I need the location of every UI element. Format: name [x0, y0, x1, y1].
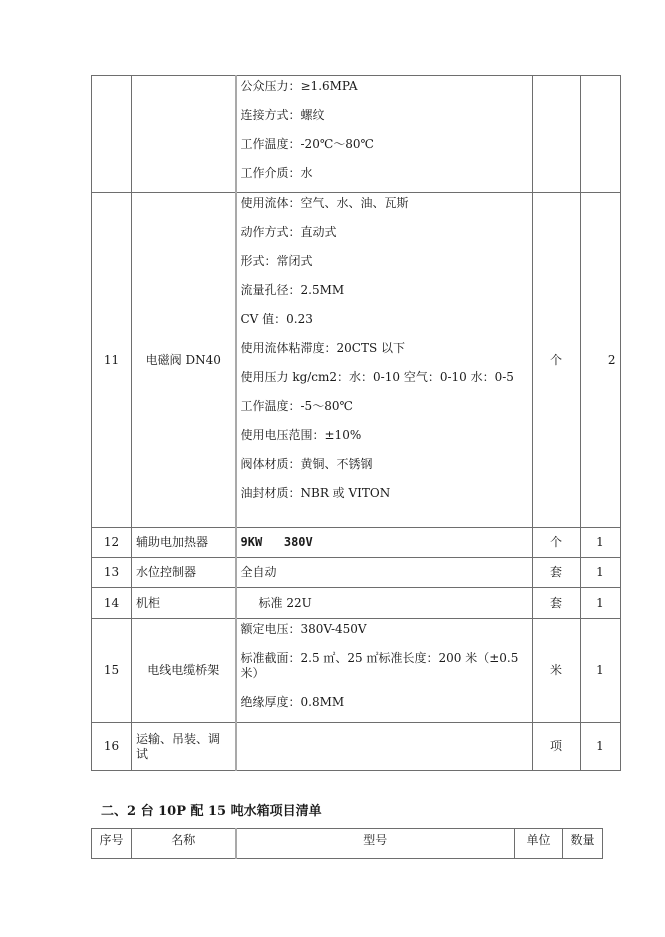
item-specs: 全自动	[236, 558, 533, 588]
item-unit: 套	[532, 558, 580, 588]
table-row	[92, 193, 621, 528]
table-row	[92, 76, 621, 193]
spec-line: 标准截面：2.5 ㎡、25 ㎡标准长度：200 米（±0.5 米）	[240, 651, 519, 680]
item-qty: 1	[580, 558, 620, 588]
item-name: 辅助电加热器	[132, 528, 236, 558]
header-name: 名称	[132, 829, 236, 859]
item-specs	[236, 193, 533, 528]
item-specs	[236, 619, 533, 723]
spec-line: 阀体材质：黄铜、不锈钢	[240, 457, 373, 471]
spec-line: CV 值：0.23	[240, 312, 313, 326]
item-unit: 个	[532, 528, 580, 558]
spec-line: 工作温度：-20℃～80℃	[240, 137, 374, 151]
header-serial-no: 序号	[92, 829, 132, 859]
item-specs	[236, 76, 533, 193]
spec-line: 使用流体：空气、水、油、瓦斯	[240, 196, 409, 210]
item-qty: 2	[580, 193, 620, 528]
header-quantity: 数量	[563, 829, 603, 859]
section-heading: 二、2 台 10P 配 15 吨水箱项目清单	[101, 804, 322, 819]
spec-line: 使用流体粘滞度：20CTS 以下	[240, 341, 405, 355]
item-qty: 1	[580, 619, 620, 723]
table-row	[92, 528, 621, 558]
row-number: 15	[92, 619, 132, 723]
header-unit: 单位	[515, 829, 563, 859]
item-name	[132, 76, 236, 193]
row-number: 11	[92, 193, 132, 528]
table-row	[92, 588, 621, 619]
table-header-row	[92, 829, 603, 859]
equipment-list-table	[91, 75, 621, 771]
spec-line: 使用压力 kg/cm2：水：0-10 空气：0-10 水：0-5	[240, 370, 514, 384]
item-qty: 1	[580, 723, 620, 771]
project-list-table	[91, 828, 603, 859]
spec-line: 公众压力：≥1.6MPA	[240, 79, 358, 93]
item-specs: 9KW 380V	[236, 528, 533, 558]
item-unit: 米	[532, 619, 580, 723]
row-number	[92, 76, 132, 193]
item-name: 水位控制器	[132, 558, 236, 588]
table-row	[92, 558, 621, 588]
row-number: 12	[92, 528, 132, 558]
spec-line: 工作介质：水	[240, 166, 313, 180]
item-name: 机柜	[132, 588, 236, 619]
table-row	[92, 723, 621, 771]
item-unit: 套	[532, 588, 580, 619]
item-unit: 个	[532, 193, 580, 528]
row-number: 16	[92, 723, 132, 771]
spec-line: 绝缘厚度：0.8MM	[240, 695, 345, 709]
item-name: 运输、吊装、调试	[132, 723, 236, 771]
table-row	[92, 619, 621, 723]
spec-line: 油封材质：NBR 或 VITON	[240, 486, 391, 500]
header-model: 型号	[236, 829, 515, 859]
item-specs: 标准 22U	[236, 588, 533, 619]
item-unit: 项	[532, 723, 580, 771]
item-qty: 1	[580, 528, 620, 558]
row-number: 13	[92, 558, 132, 588]
spec-line: 连接方式：螺纹	[240, 108, 325, 122]
item-name: 电线电缆桥架	[132, 619, 236, 723]
item-unit	[532, 76, 580, 193]
row-number: 14	[92, 588, 132, 619]
spec-line: 动作方式：直动式	[240, 225, 337, 239]
spec-line: 工作温度：-5～80℃	[240, 399, 353, 413]
item-qty: 1	[580, 588, 620, 619]
item-specs	[236, 723, 533, 771]
spec-line: 使用电压范围：±10%	[240, 428, 362, 442]
spec-line: 形式：常闭式	[240, 254, 313, 268]
spec-line: 流量孔径：2.5MM	[240, 283, 345, 297]
item-name: 电磁阀 DN40	[132, 193, 236, 528]
spec-line: 额定电压：380V-450V	[240, 622, 367, 636]
item-qty	[580, 76, 620, 193]
